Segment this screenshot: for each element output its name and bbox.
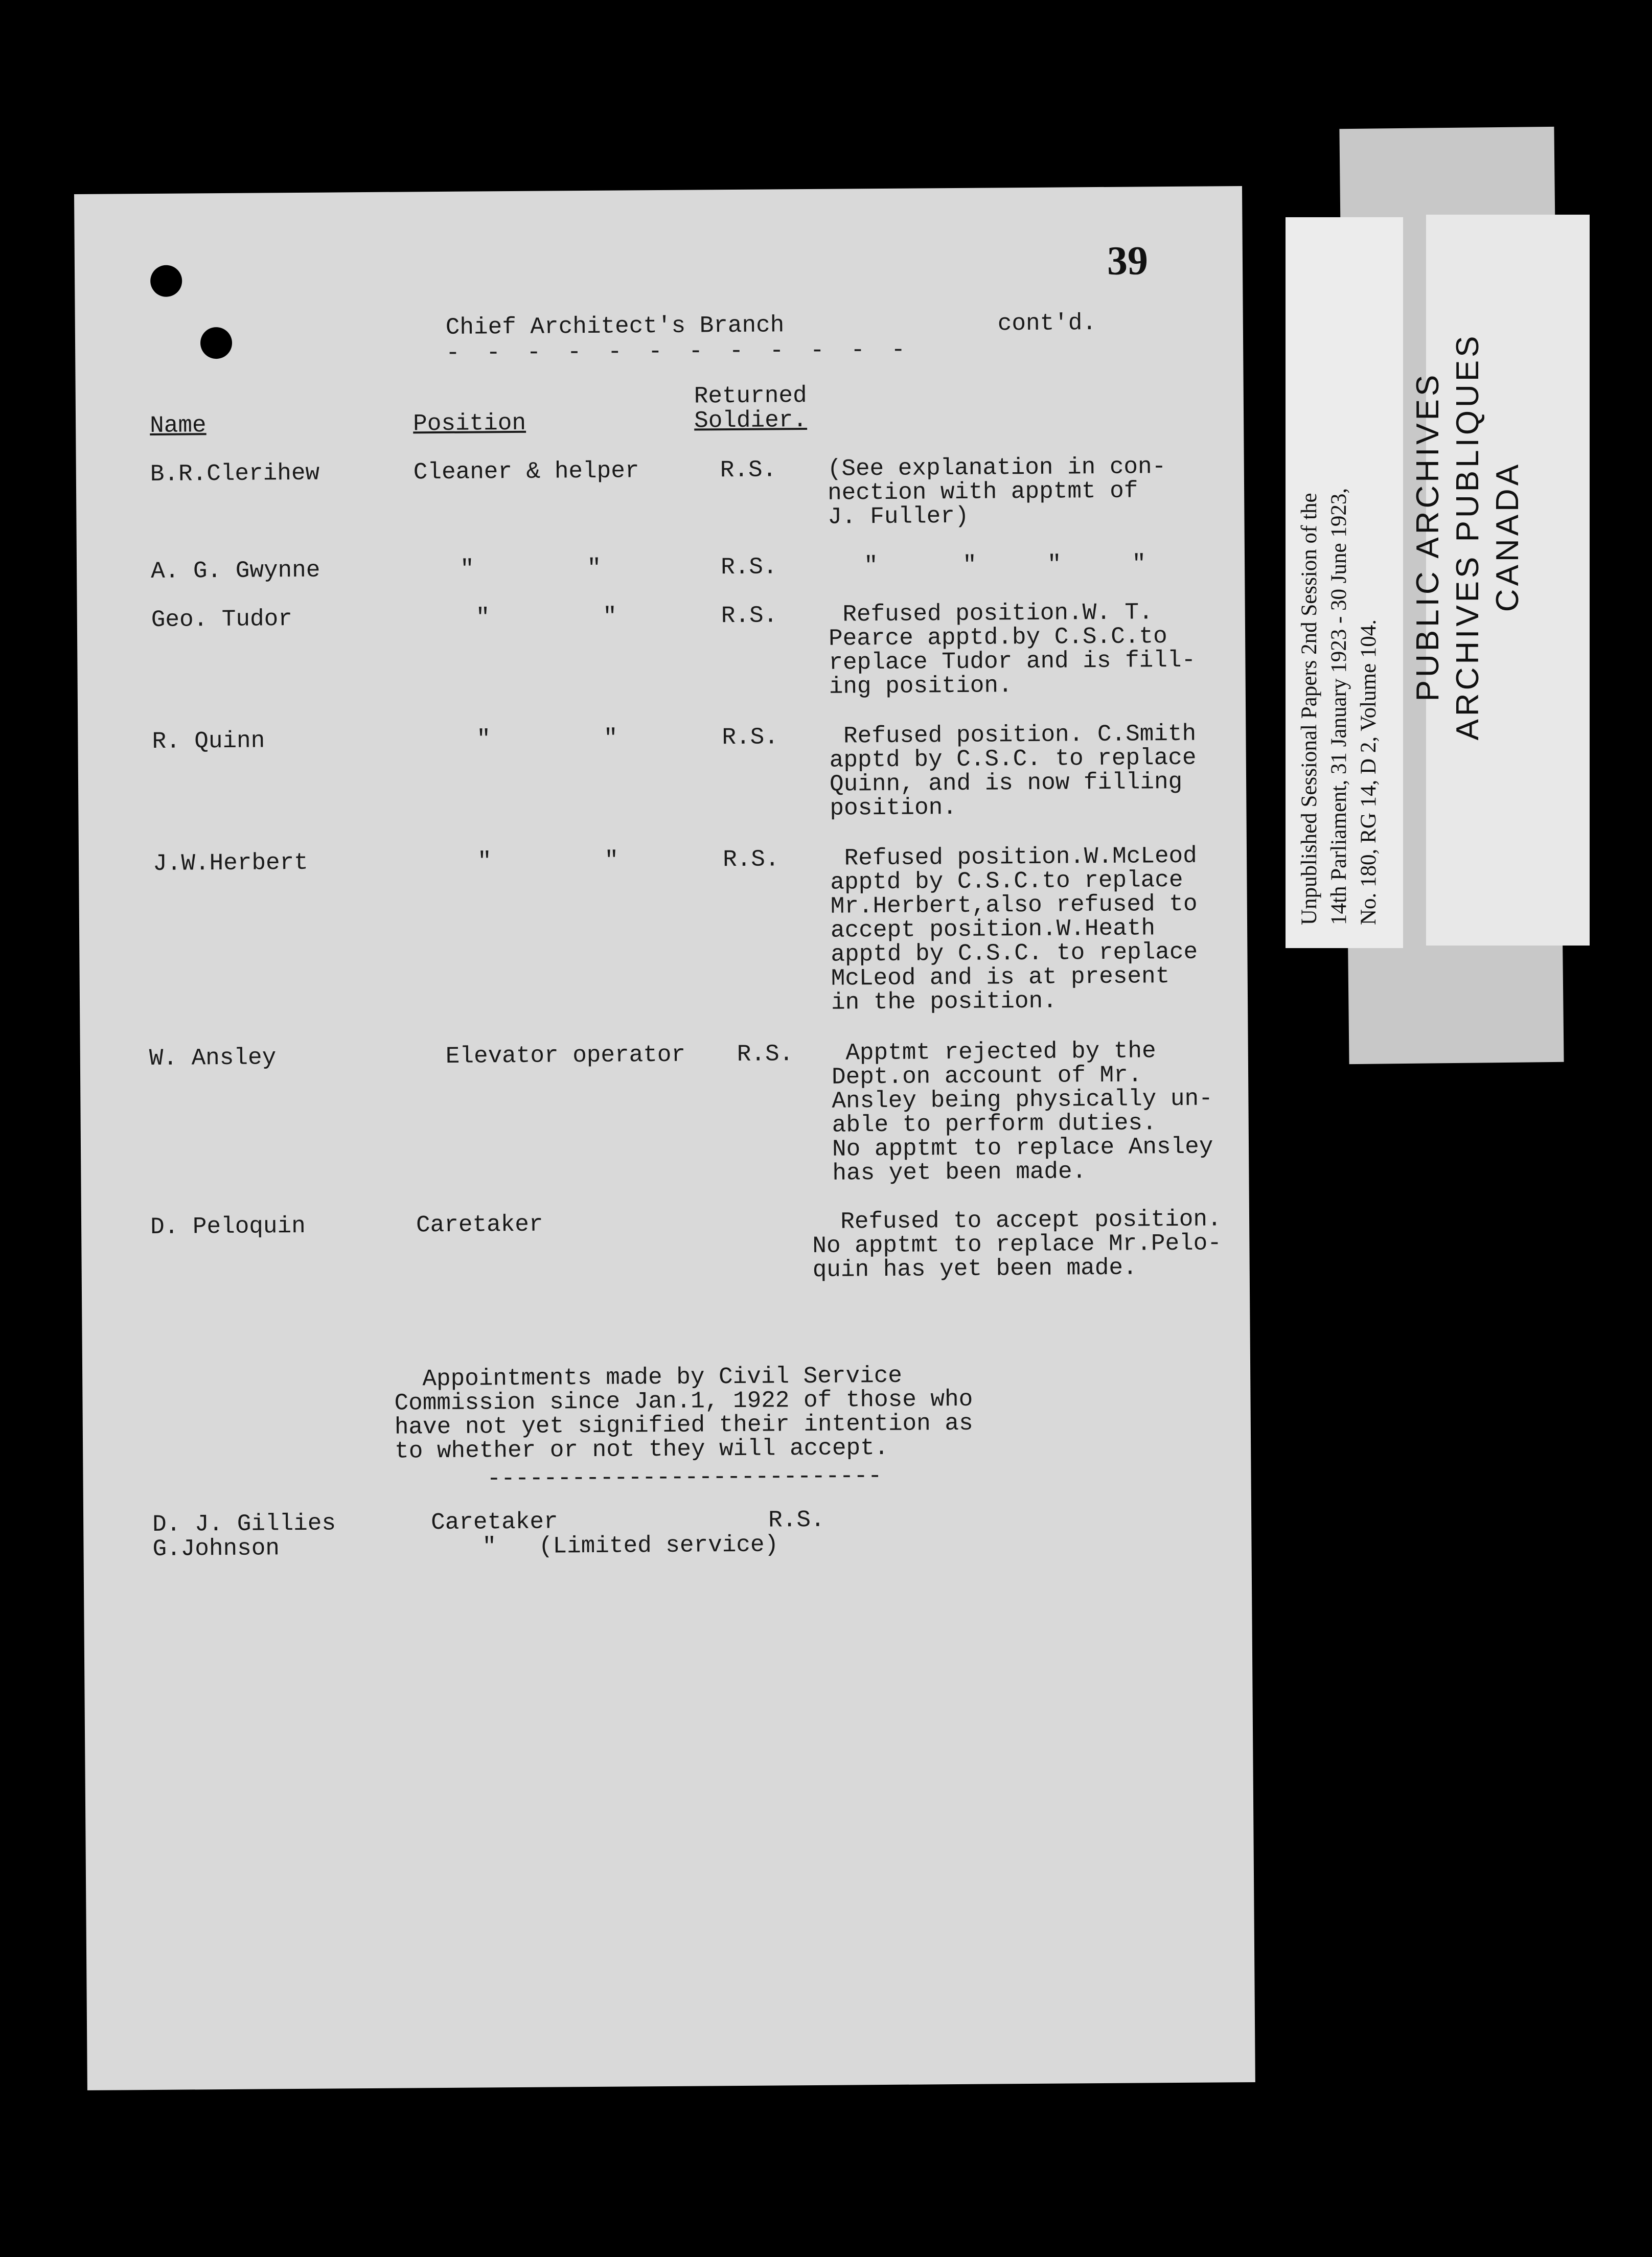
continued-mark: cont'd. — [997, 310, 1097, 337]
document-page — [74, 186, 1255, 2090]
row-rs: R.S. — [722, 846, 779, 873]
punch-hole-icon — [200, 327, 232, 359]
row-name: D. Peloquin — [150, 1212, 306, 1241]
row-note: Apptmt rejected by the Dept.on account of Mr. Ansley being physically un- able to perform duties. No apptmt to replace Ansley has yet been made. — [831, 1038, 1213, 1187]
page-title: Chief Architect's Branch — [445, 312, 785, 341]
column-header-returned: Returned — [694, 382, 807, 410]
row-note: Refused position.W. T. Pearce apptd.by C.S.C.to replace Tudor and is fill- ing position. — [828, 599, 1196, 700]
row-position: " " — [477, 847, 619, 875]
row-rs: R.S. — [721, 602, 778, 630]
archive-logo-line-1: PUBLIC ARCHIVES — [1410, 372, 1446, 702]
appointment-position: Caretaker — [430, 1508, 558, 1536]
row-position: Caretaker — [416, 1211, 543, 1239]
row-name: Geo. Tudor — [151, 606, 293, 633]
row-rs: R.S. — [737, 1041, 794, 1068]
row-rs: R.S. — [720, 456, 777, 484]
archive-logo-line-2: ARCHIVES PUBLIQUES — [1450, 333, 1485, 741]
page-number: 39 — [1107, 238, 1149, 284]
column-header-name: Name — [149, 412, 206, 439]
row-note: Refused position.W.McLeod apptd by C.S.C.to replace Mr.Herbert,also refused to accept position.W.Heath apptd by C.S.C. to replace McLeod and is at present in the position. — [830, 842, 1198, 1016]
appointment-rs: R.S. — [768, 1506, 825, 1534]
archive-citation-text: Unpublished Sessional Papers 2nd Session of the 14th Parliament, 31 January 1923 - 30 June 1923, No. 180, RG 14, D 2, Volume 104. — [1297, 488, 1381, 925]
row-name: A. G. Gwynne — [150, 557, 320, 585]
appointment-name: D. J. Gillies — [152, 1510, 336, 1538]
row-rs: R.S. — [722, 724, 779, 751]
title-rule: - - - - - - - - - - - - — [446, 336, 912, 366]
appointments-heading: Appointments made by Civil Service Commission since Jan.1, 1922 of those who have not yet signified their intention as to whether or not they will accept. — [394, 1362, 973, 1465]
row-name: B.R.Clerihew — [150, 459, 320, 488]
row-position: Cleaner & helper — [413, 457, 639, 486]
punch-hole-icon — [150, 265, 182, 297]
appointment-name: G.Johnson — [152, 1535, 280, 1562]
row-position: Elevator operator — [445, 1041, 686, 1070]
row-note: " " " " — [863, 550, 1146, 580]
appointment-position: " (Limited service) — [482, 1531, 779, 1560]
row-name: J.W.Herbert — [152, 849, 308, 877]
row-position: " " — [475, 603, 617, 631]
row-name: R. Quinn — [152, 727, 265, 755]
row-note: (See explanation in con- nection with apptmt of J. Fuller) — [827, 453, 1166, 531]
appointments-rule: ---------------------------- — [487, 1463, 882, 1492]
column-header-soldier: Soldier. — [694, 407, 808, 434]
row-rs: R.S. — [720, 554, 777, 581]
archive-logo-line-3: CANADA — [1490, 461, 1525, 612]
row-position: " " — [460, 555, 602, 583]
archive-citation — [1286, 215, 1403, 940]
row-note: Refused position. C.Smith apptd by C.S.C. to replace Quinn, and is now filling position. — [829, 720, 1197, 822]
row-note: Refused to accept position. No apptmt to replace Mr.Pelo- quin has yet been made. — [812, 1206, 1222, 1283]
column-header-position: Position — [412, 409, 526, 437]
archive-logo — [1408, 256, 1551, 818]
row-name: W. Ansley — [149, 1044, 277, 1072]
row-position: " " — [476, 725, 618, 753]
